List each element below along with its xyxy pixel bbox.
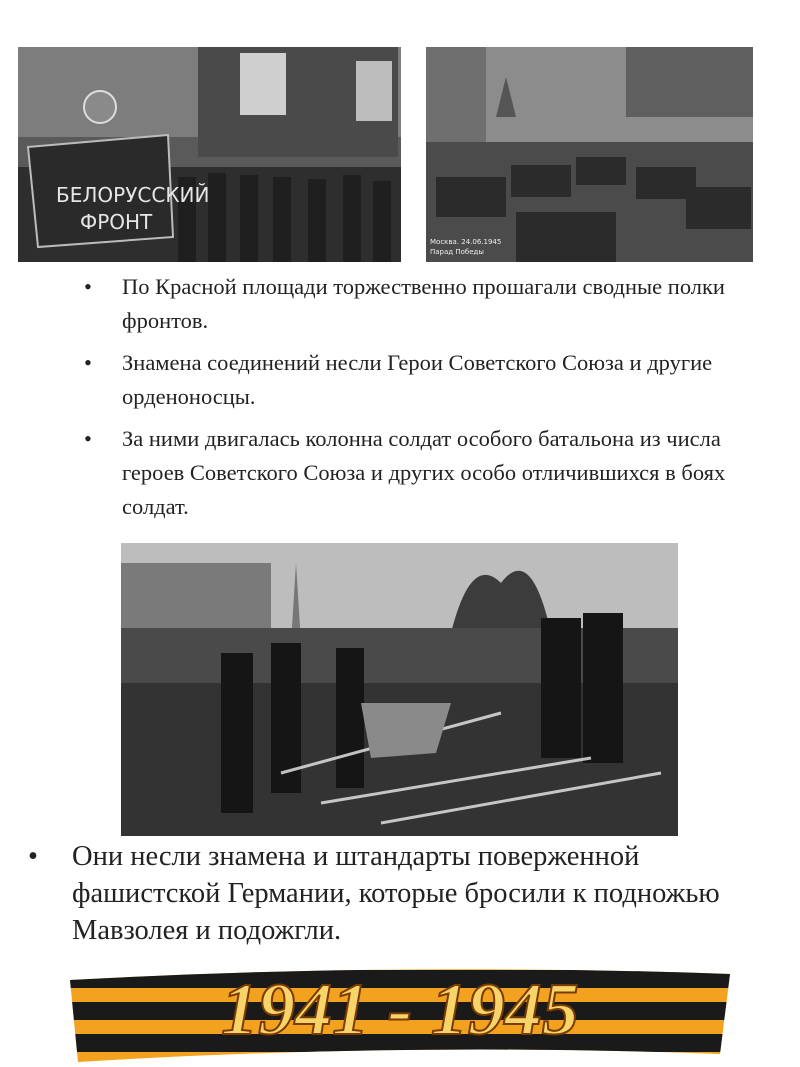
flags-photo-art bbox=[121, 543, 678, 836]
tanks-caption-line-1: Москва. 24.06.1945 bbox=[430, 238, 502, 246]
upper-bullet-list bbox=[122, 270, 762, 532]
st-george-ribbon bbox=[70, 962, 730, 1062]
tanks-caption-line-2: Парад Победы bbox=[430, 248, 484, 256]
lower-bullet-list bbox=[72, 838, 782, 949]
bullet-item: • По Красной площади торжественно прошагали сводные полки фронтов. bbox=[122, 270, 762, 338]
bullet-item: • Знамена соединений несли Герои Советского Союза и другие орденоносцы. bbox=[122, 346, 762, 414]
banner-caption-line-2: ФРОНТ bbox=[80, 210, 153, 234]
bullet-item: • Они несли знамена и штандарты поверженной фашистской Германии, которые бросили к подножью Мавзолея и подожгли. bbox=[72, 838, 782, 949]
tanks-photo-art bbox=[426, 47, 753, 262]
ribbon-years: 1941 - 1945 bbox=[221, 969, 579, 1051]
banner-photo bbox=[18, 47, 401, 262]
tanks-photo bbox=[426, 47, 753, 262]
bullet-item: • За ними двигалась колонна солдат особого батальона из числа героев Советского Союза и других особо отличившихся в боях солдат. bbox=[122, 422, 762, 524]
flags-photo bbox=[121, 543, 678, 836]
banner-photo-art bbox=[18, 47, 401, 262]
banner-caption-line-1: БЕЛОРУССКИЙ bbox=[56, 183, 210, 207]
